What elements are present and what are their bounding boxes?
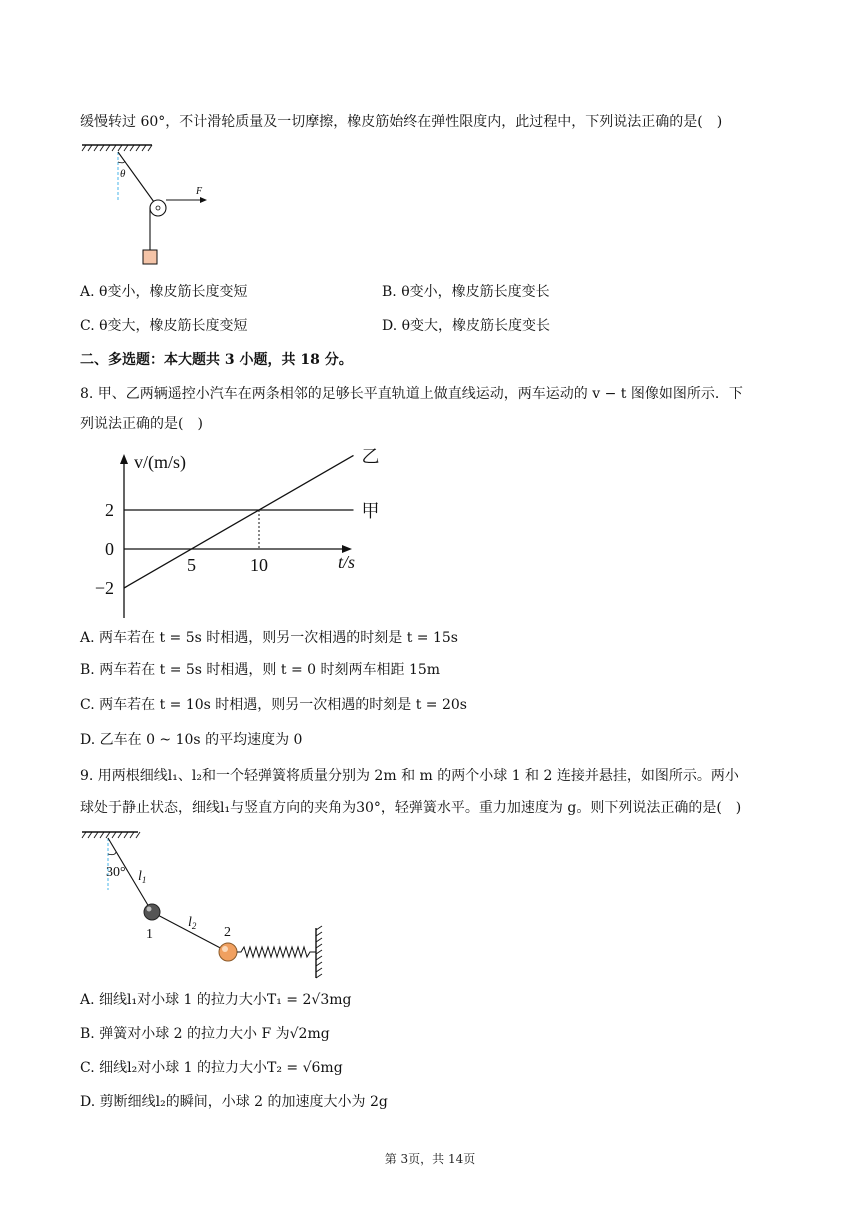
q8-stem-line2: 列说法正确的是( ) <box>80 416 203 432</box>
y-tick-label: −2 <box>94 578 114 598</box>
vt-chart <box>80 448 380 628</box>
q7-option-d: D. θ变大，橡皮筋长度变长 <box>382 318 551 334</box>
q9-spring-figure <box>78 828 338 980</box>
spring <box>237 947 316 957</box>
ball-2 <box>219 943 237 961</box>
series-line-yi <box>124 455 354 588</box>
q7-stem-tail: 缓慢转过 60°，不计滑轮质量及一切摩擦，橡皮筋始终在弹性限度内，此过程中，下列说法正确的是( ) <box>80 114 723 130</box>
q9-option-a: A. 细线l₁对小球 1 的拉力大小T₁ = 2√3mg <box>80 992 352 1008</box>
hanging-block <box>143 250 157 264</box>
q8-option-a: A. 两车若在 t = 5s 时相遇，则另一次相遇的时刻是 t = 15s <box>80 630 458 646</box>
y-axis-arrow <box>120 454 128 464</box>
y-axis-label: v/(m/s) <box>134 452 186 472</box>
q7-theta-label: θ <box>120 168 126 180</box>
ball-1 <box>144 904 160 920</box>
x-tick-label: 5 <box>187 555 196 575</box>
series-label: 乙 <box>361 446 380 467</box>
x-tick-label: 10 <box>250 555 268 575</box>
q9-angle-label: 30° <box>106 865 126 880</box>
x-axis-label: t/s <box>338 552 356 572</box>
q8-stem-line1: 8. 甲、乙两辆遥控小汽车在两条相邻的足够长平直轨道上做直线运动，两车运动的 v − t 图像如图所示．下 <box>80 386 743 402</box>
q7-option-a: A. θ变小，橡皮筋长度变短 <box>80 284 248 300</box>
q8-option-b: B. 两车若在 t = 5s 时相遇，则 t = 0 时刻两车相距 15m <box>80 662 441 678</box>
q9-l2-label: $l_2$ <box>188 915 197 931</box>
q9-l1-label: $l_1$ <box>138 869 147 885</box>
y-tick-label: 0 <box>105 539 114 559</box>
y-tick-label: 2 <box>105 500 114 520</box>
q9-ball2-label: 2 <box>224 925 231 940</box>
q7-option-c: C. θ变大，橡皮筋长度变短 <box>80 318 248 334</box>
series-label: 甲 <box>361 501 380 521</box>
page-footer: 第 3页，共 14页 <box>384 1152 476 1166</box>
q9-option-b: B. 弹簧对小球 2 的拉力大小 F 为√2mg <box>80 1026 330 1042</box>
q9-ball1-label: 1 <box>146 927 153 942</box>
q9-option-c: C. 细线l₂对小球 1 的拉力大小T₂ = √6mg <box>80 1060 343 1076</box>
q9-option-d: D. 剪断细线l₂的瞬间，小球 2 的加速度大小为 2g <box>80 1094 388 1110</box>
q7-pulley-figure <box>78 142 218 270</box>
q7-force-label: F <box>196 186 203 197</box>
q7-option-b: B. θ变小，橡皮筋长度变长 <box>382 284 550 300</box>
q9-stem-line1: 9. 用两根细线l₁、l₂和一个轻弹簧将质量分别为 2m 和 m 的两个小球 1 和 2 连接并悬挂，如图所示。两小 <box>80 768 739 784</box>
q9-stem-line2: 球处于静止状态，细线l₁与竖直方向的夹角为30°，轻弹簧水平。重力加速度为 g。则下列说法正确的是( ) <box>80 800 742 816</box>
q8-option-c: C. 两车若在 t = 10s 时相遇，则另一次相遇的时刻是 t = 20s <box>80 697 467 713</box>
section-heading: 二、多选题：本大题共 3 小题，共 18 分。 <box>80 352 353 368</box>
q8-option-d: D. 乙车在 0 ~ 10s 的平均速度为 0 <box>80 732 303 748</box>
